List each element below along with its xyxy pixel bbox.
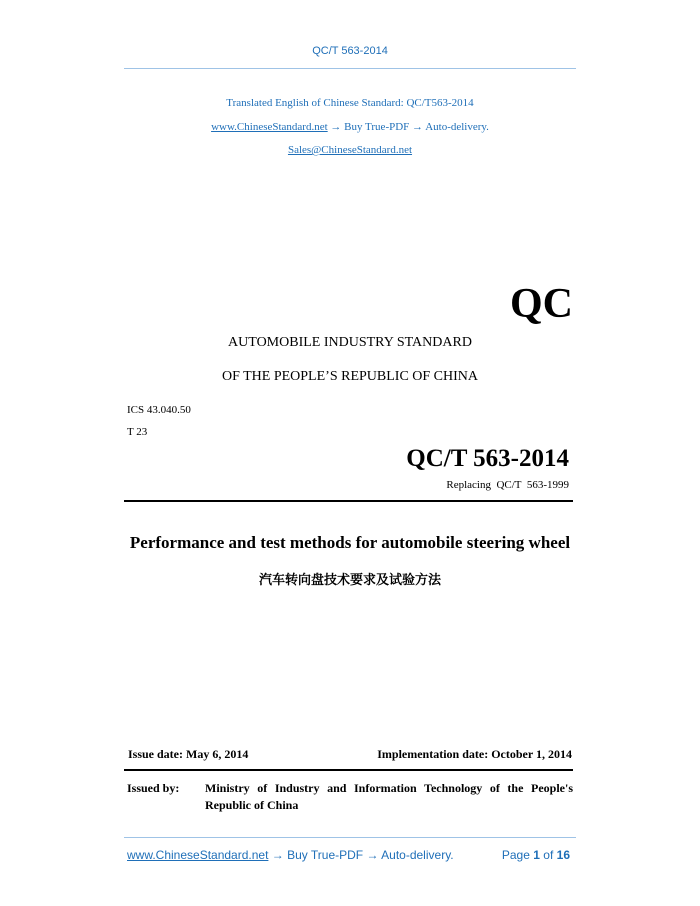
- issuer-block: [127, 781, 573, 796]
- footer-site-link[interactable]: www.ChineseStandard.net: [127, 848, 269, 862]
- page-number: 1: [533, 848, 540, 862]
- standard-number: QC/T 563-2014: [406, 445, 569, 472]
- standard-title-line2: OF THE PEOPLE’S REPUBLIC OF CHINA: [221, 369, 479, 384]
- category-code: T 23: [127, 426, 148, 438]
- ics-code: ICS 43.040.50: [127, 404, 191, 416]
- of-label: of: [543, 848, 554, 862]
- page-label: Page: [501, 848, 530, 862]
- document-title-en: Performance and test methods for automobile steering wheel: [129, 533, 571, 552]
- footer-links: [127, 848, 454, 862]
- footer-buy-text: Buy True-PDF: [287, 848, 364, 862]
- translation-links: [0, 121, 700, 133]
- issuer-line1: Ministry of Industry and Information Technology of the People's: [205, 781, 573, 795]
- footer-divider: [124, 837, 576, 838]
- arrow-right-icon: →: [271, 848, 284, 862]
- issue-date: Issue date: May 6, 2014: [128, 747, 249, 761]
- replacing-note: Replacing QC/T 563-1999: [446, 479, 569, 491]
- standard-title-line1: AUTOMOBILE INDUSTRY STANDARD: [228, 335, 472, 350]
- page-indicator: [502, 848, 570, 862]
- title-divider: [124, 500, 573, 502]
- issuer-label: Issued by:: [127, 781, 180, 795]
- issuer-line2: Republic of China: [205, 798, 299, 812]
- qc-logo: QC: [510, 281, 573, 327]
- arrow-right-icon: →: [366, 848, 379, 862]
- arrow-right-icon: →: [330, 121, 342, 133]
- site-link[interactable]: www.ChineseStandard.net: [211, 121, 328, 133]
- implementation-date: Implementation date: October 1, 2014: [377, 747, 572, 761]
- email-line: [0, 144, 700, 156]
- running-header: QC/T 563-2014: [312, 45, 388, 57]
- page-total: 16: [556, 848, 570, 862]
- translation-notice: Translated English of Chinese Standard: QC/T563-2014: [226, 97, 474, 109]
- arrow-right-icon: →: [412, 121, 424, 133]
- buy-pdf-text: Buy True-PDF: [344, 121, 410, 133]
- footer-delivery-text: Auto-delivery.: [381, 848, 454, 862]
- sales-email-link[interactable]: Sales@ChineseStandard.net: [287, 144, 413, 156]
- dates-divider: [124, 769, 573, 771]
- auto-delivery-text: Auto-delivery.: [425, 121, 489, 133]
- header-divider: [124, 68, 576, 69]
- document-title-zh: 汽车转向盘技术要求及试验方法: [258, 572, 441, 587]
